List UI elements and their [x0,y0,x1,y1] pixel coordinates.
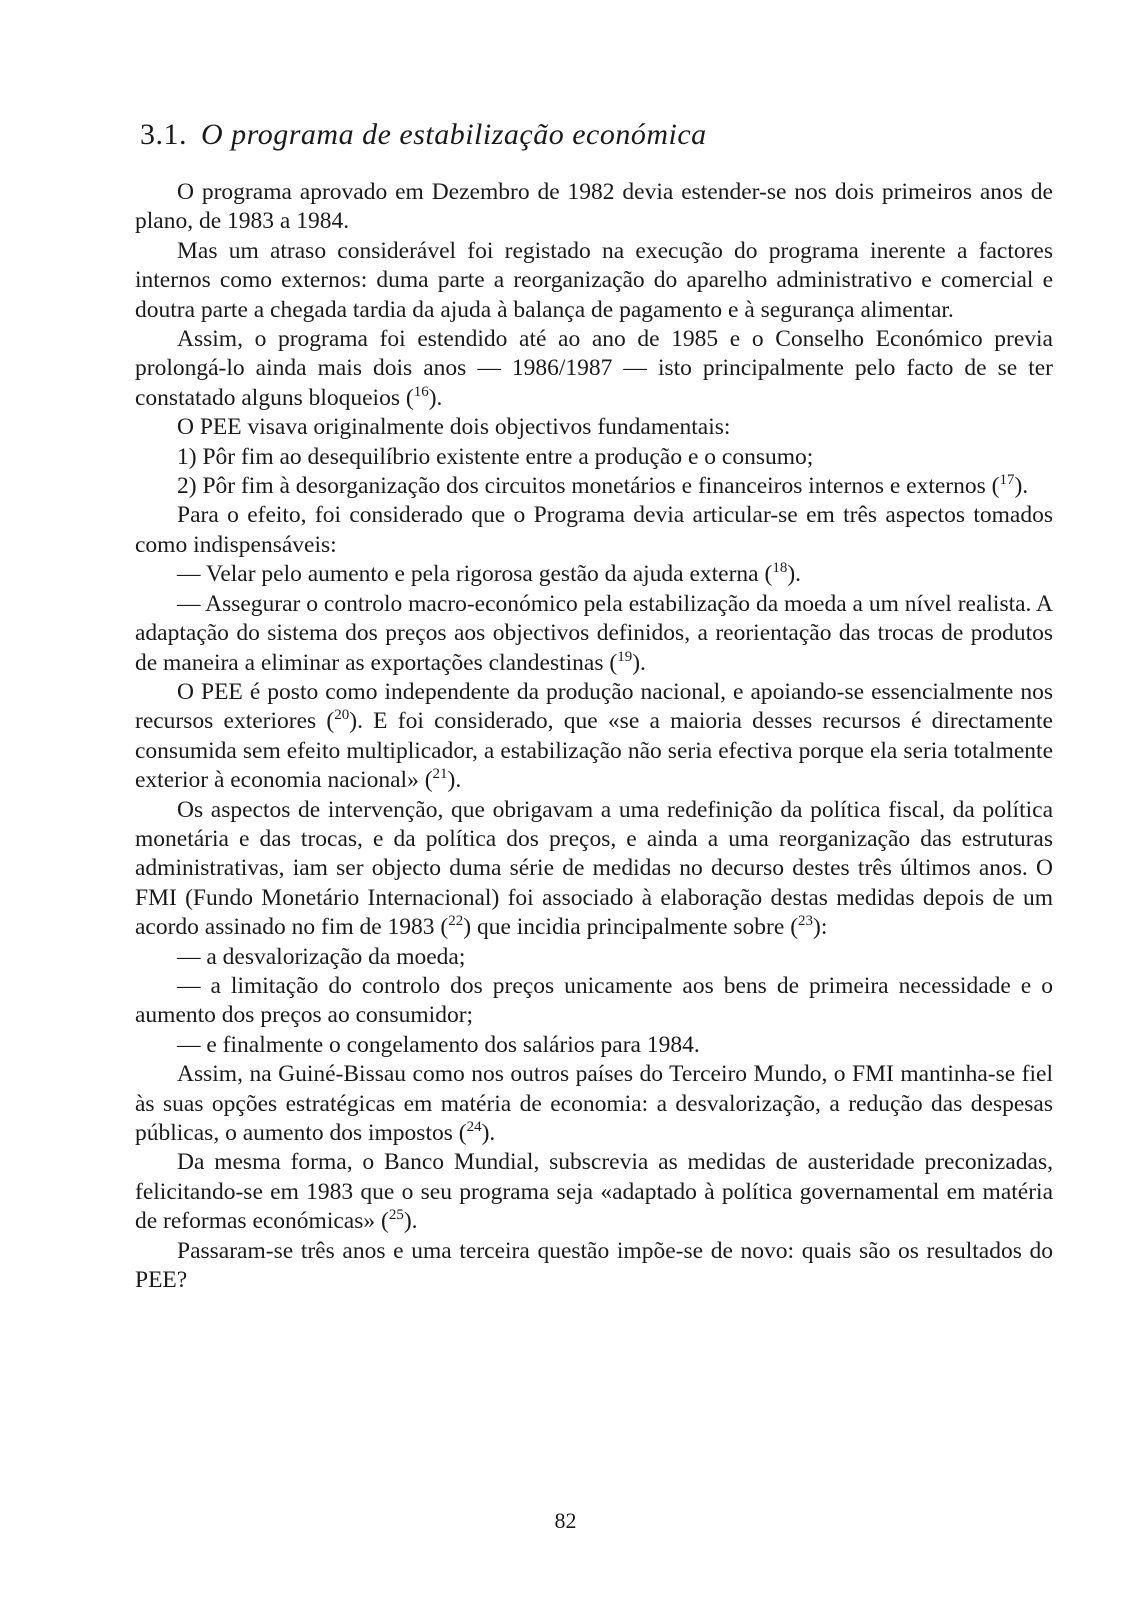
footnote-ref: 20 [334,707,350,724]
list-item: — a limitação do controlo dos preços unicamente aos bens de primeira necessidade e o aumento dos preços ao consumidor; [135,972,1053,1029]
paragraph: Assim, na Guiné-Bissau como nos outros países do Terceiro Mundo, o FMI mantinha-se fiel às suas opções estratégicas em matéria de economia: a desvalorização, a redução das despesas públicas, o aumento dos impostos ($^{24}$). [135,1061,1053,1146]
footnote-ref: 19 [617,648,633,665]
list-item: 2) Pôr fim à desorganização dos circuitos monetários e financeiros internos e externos ($^{17}$). [177,472,1029,500]
page-number: 82 [554,1508,577,1533]
paragraph: O programa aprovado em Dezembro de 1982 devia estender-se nos dois primeiros anos de plano, de 1983 a 1984. [135,179,1053,235]
list-item: — Velar pelo aumento e pela rigorosa gestão da ajuda externa ($^{18}$). [177,560,802,588]
section-title: O programa de estabilização económica [201,118,707,151]
paragraph: O PEE é posto como independente da produção nacional, e apoiando-se essencialmente nos recursos exteriores ($^{20}$). E foi considerado, que «se a maioria desses recursos é directamente consumida sem efeito multiplicador, a estabilização não seria efectiva porque ela seria totalmente exterior à economia nacional» ($^{21}$). [135,678,1053,794]
paragraph: Passaram-se três anos e uma terceira questão impõe-se de novo: quais são os resultados do PEE? [135,1237,1053,1294]
footnote-ref: 17 [999,472,1015,489]
paragraph: O PEE visava originalmente dois objectivos fundamentais: [177,414,731,441]
body-text [135,178,1053,1295]
list-item: — Assegurar o controlo macro-económico pela estabilização da moeda a um nível realista. A adaptação do sistema dos preços aos objectivos definidos, a reorientação das trocas de produtos de maneira a eliminar as exportações clandestinas ($^{19}$). [135,590,1053,676]
footnote-ref: 24 [466,1119,482,1136]
footnote-ref: 16 [413,384,429,401]
footnote-ref: 25 [388,1207,404,1224]
paragraph: Os aspectos de intervenção, que obrigavam a uma redefinição da política fiscal, da política monetária e das trocas, e da política dos preços, e ainda a uma reorganização das estruturas administrativas, iam ser objecto duma série de medidas no decurso destes três últimos anos. O FMI (Fundo Monetário Internacional) foi associado à elaboração destas medidas depois de um acordo assinado no fim de 1983 ($^{22}$) que incidia principalmente sobre ($^{23}$): [135,796,1053,941]
paragraph: Para o efeito, foi considerado que o Programa devia articular-se em três aspectos tomados como indispensáveis: [135,502,1053,558]
list-item: — a desvalorização da moeda; [177,943,466,970]
list-item: 1) Pôr fim ao desequilíbrio existente entre a produção e o consumo; [177,443,814,470]
footnote-ref: 22 [448,913,464,930]
section-number: 3.1. [140,118,187,151]
footnote-ref: 21 [432,766,448,783]
paragraph: Da mesma forma, o Banco Mundial, subscrevia as medidas de austeridade preconizadas, felicitando-se em 1983 que o seu programa seja «adaptado à política governamental em matéria de reformas económicas» ($^{25}$). [135,1149,1053,1235]
paragraph: Assim, o programa foi estendido até ao ano de 1985 e o Conselho Económico previa prolongá-lo ainda mais dois anos — 1986/1987 — isto principalmente pelo facto de se ter constatado alguns bloqueios ($^{16}$). [135,326,1053,411]
section-heading [140,118,707,152]
footnote-ref: 23 [798,913,814,930]
paragraph: Mas um atraso considerável foi registado na execução do programa inerente a factores internos como externos: duma parte a reorganização do aparelho administrativo e comercial e doutra parte a chegada tardia da ajuda à balança de pagamento e à segurança alimentar. [135,237,1053,323]
list-item: — e finalmente o congelamento dos salários para 1984. [177,1031,700,1058]
footnote-ref: 18 [772,560,788,577]
